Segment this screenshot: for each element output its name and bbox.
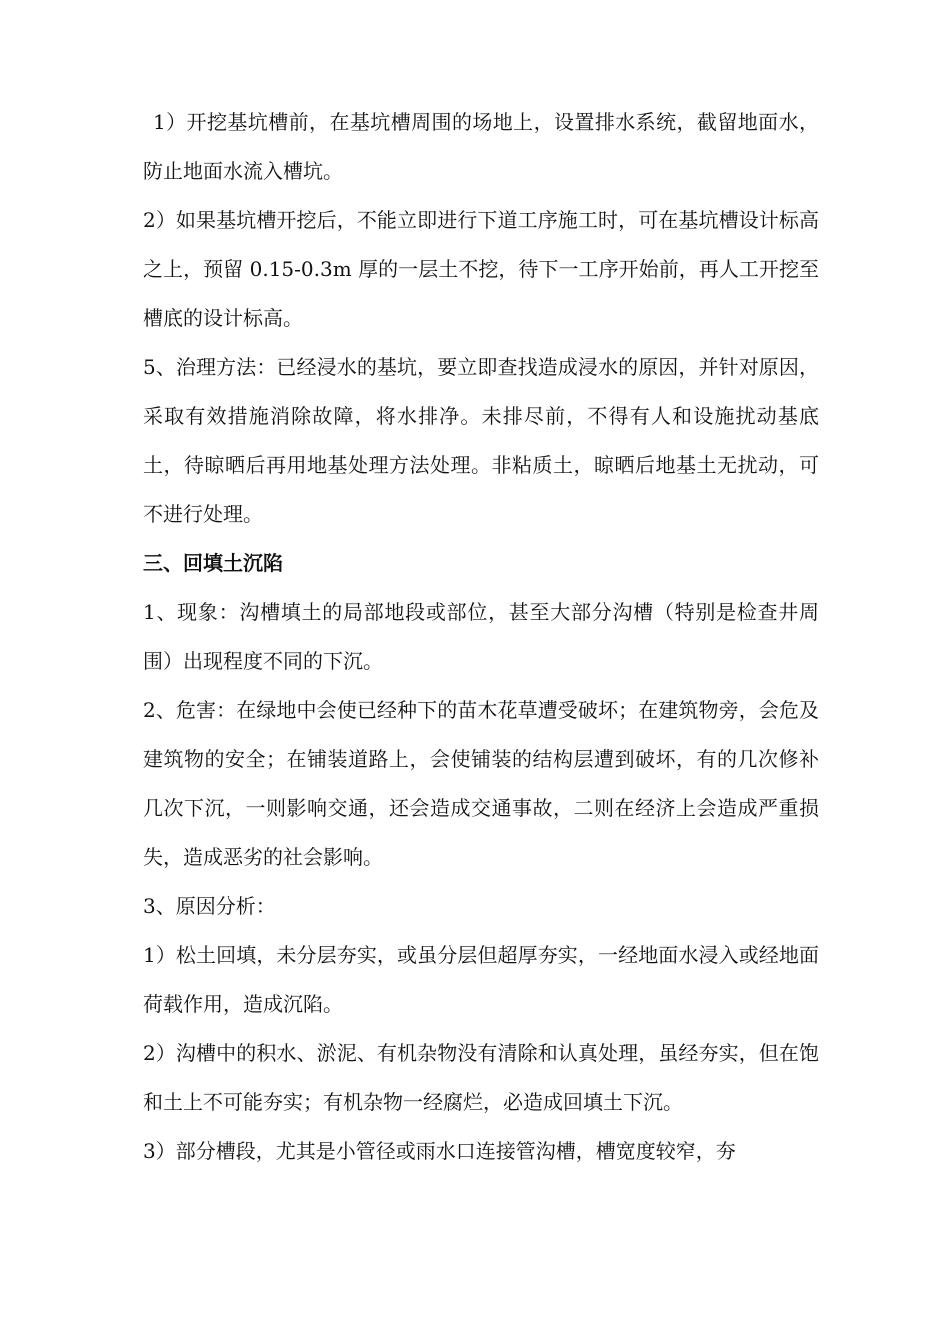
paragraph-1: 1）开挖基坑槽前，在基坑槽周围的场地上，设置排水系统，截留地面水，防止地面水流入槽坑。: [143, 110, 819, 183]
paragraph-3: 5、治理方法：已经浸水的基坑，要立即查找造成浸水的原因，并针对原因，采取有效措施消除故障，将水排净。未排尽前，不得有人和设施扰动基底土，待晾晒后再用地基处理方法处理。非粘质土，晾晒后地基土无扰动，可不进行处理。: [143, 355, 819, 526]
paragraph-9: 3）部分槽段，尤其是小管径或雨水口连接管沟槽，槽宽度较窄，夯: [143, 1139, 736, 1163]
section-heading: 三、回填土沉陷: [143, 551, 283, 575]
paragraph-7: 1）松土回填，未分层夯实，或虽分层但超厚夯实，一经地面水浸入或经地面荷载作用，造成沉陷。: [143, 943, 819, 1016]
paragraph-6: 3、原因分析：: [143, 894, 276, 918]
paragraph-4: 1、现象：沟槽填土的局部地段或部位，甚至大部分沟槽（特别是检查井周围）出现程度不同的下沉。: [143, 600, 819, 673]
paragraph-8: 2）沟槽中的积水、淤泥、有机杂物没有清除和认真处理，虽经夯实，但在饱和土上不可能夯实；有机杂物一经腐烂，必造成回填土下沉。: [143, 1041, 819, 1114]
document-page: [143, 98, 819, 1176]
paragraph-5: 2、危害：在绿地中会使已经种下的苗木花草遭受破坏；在建筑物旁，会危及建筑物的安全；在铺装道路上，会使铺装的结构层遭到破坏，有的几次修补几次下沉，一则影响交通，还会造成交通事故，二则在经济上会造成严重损失，造成恶劣的社会影响。: [143, 698, 819, 869]
paragraph-2: 2）如果基坑槽开挖后，不能立即进行下道工序施工时，可在基坑槽设计标高之上，预留 0.15-0.3m 厚的一层土不挖，待下一工序开始前，再人工开挖至槽底的设计标高。: [143, 208, 819, 330]
